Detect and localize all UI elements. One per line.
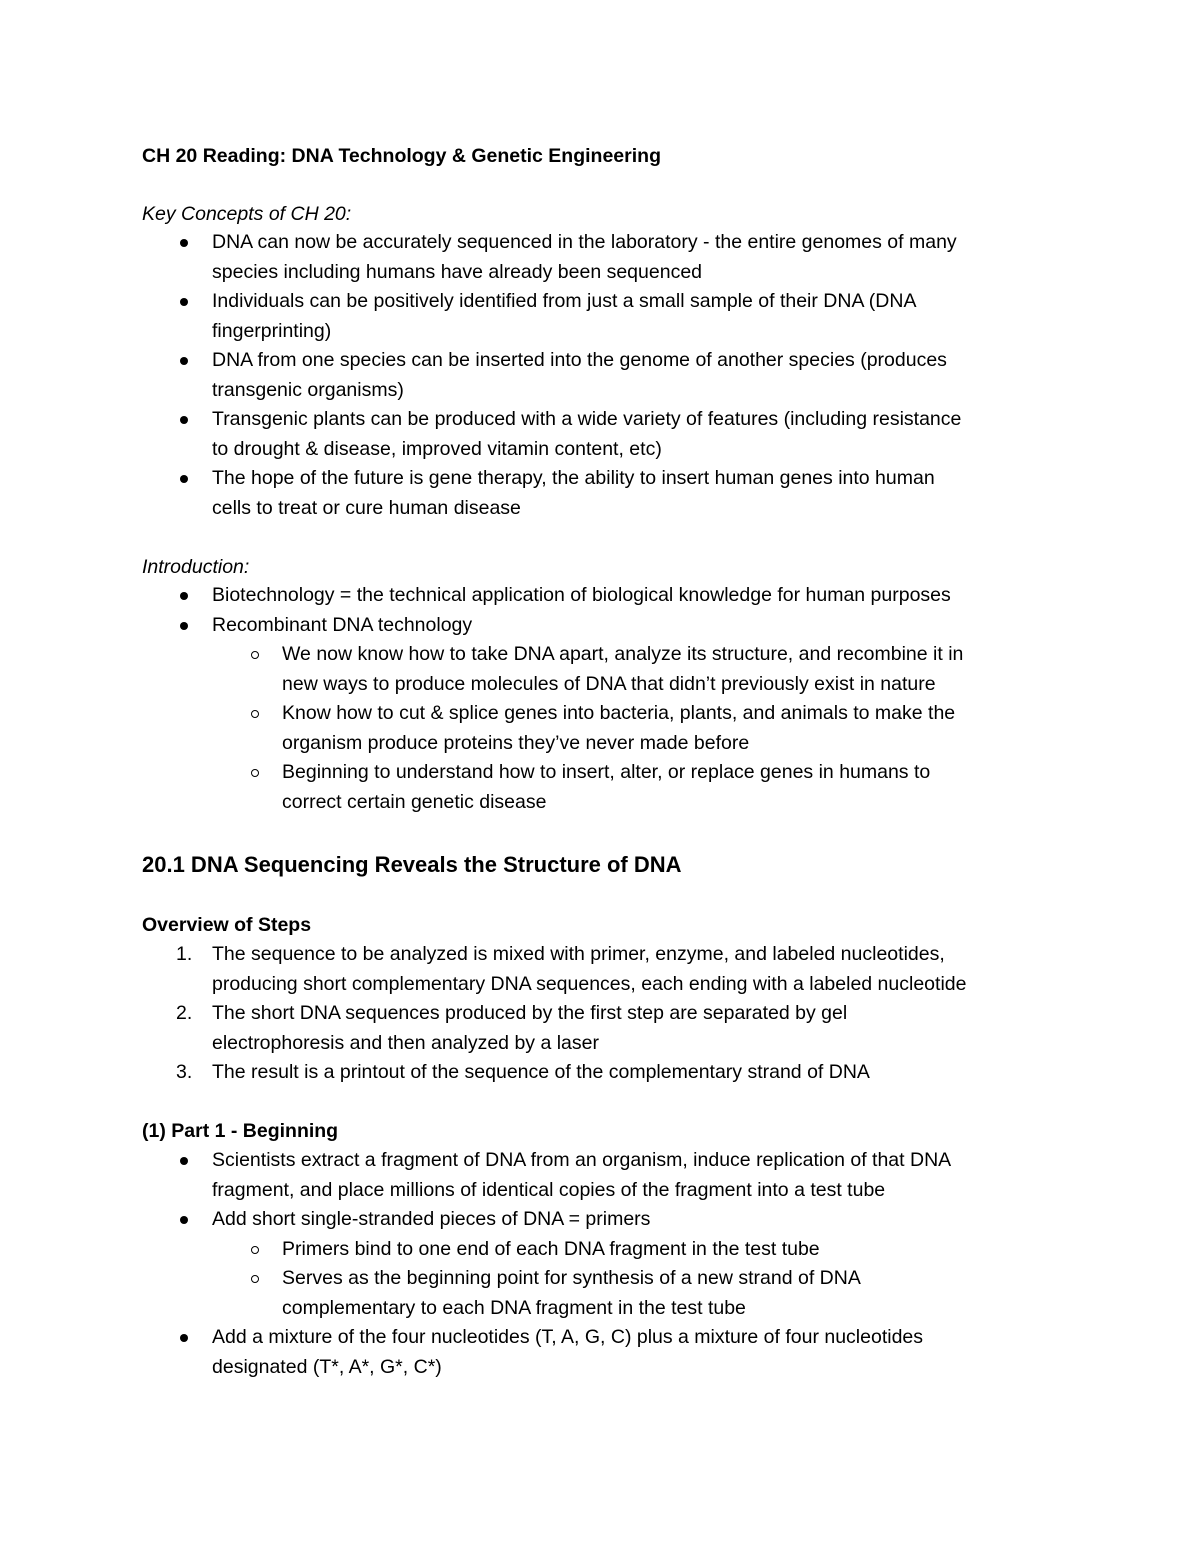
list-item-line: Scientists extract a fragment of DNA from an organism, induce replication of that DNA bbox=[212, 1149, 952, 1171]
part1-list bbox=[142, 1146, 1102, 1382]
list-item-line: new ways to produce molecules of DNA that didn’t previously exist in nature bbox=[282, 672, 936, 695]
list-item-line: DNA from one species can be inserted into the genome of another species (produces bbox=[212, 349, 947, 371]
introduction-label: Introduction: bbox=[142, 556, 250, 578]
bullet-icon bbox=[180, 357, 188, 365]
list-item-line: electrophoresis and then analyzed by a laser bbox=[212, 1031, 599, 1054]
list-item-line: Biotechnology = the technical application of biological knowledge for human purposes bbox=[212, 584, 951, 606]
list-item-line: We now know how to take DNA apart, analyze its structure, and recombine it in bbox=[282, 643, 964, 665]
bullet-icon bbox=[180, 1216, 188, 1224]
list-item-line: complementary to each DNA fragment in the test tube bbox=[282, 1296, 746, 1319]
list-item-line: cells to treat or cure human disease bbox=[212, 496, 521, 519]
list-item bbox=[142, 1323, 1102, 1382]
sub-list-item bbox=[142, 1264, 1102, 1323]
bullet-icon bbox=[180, 622, 188, 630]
list-item-line: Add short single-stranded pieces of DNA = primers bbox=[212, 1208, 651, 1230]
list-item-line: Know how to cut & splice genes into bacteria, plants, and animals to make the bbox=[282, 702, 956, 724]
list-item bbox=[142, 346, 1102, 405]
list-item-line: Beginning to understand how to insert, alter, or replace genes in humans to bbox=[282, 761, 931, 783]
list-item-line: designated (T*, A*, G*, C*) bbox=[212, 1355, 442, 1378]
list-item-line: organism produce proteins they’ve never made before bbox=[282, 731, 750, 754]
list-item-line: DNA can now be accurately sequenced in the laboratory - the entire genomes of many bbox=[212, 231, 957, 253]
list-item bbox=[142, 999, 1102, 1058]
steps-list bbox=[142, 940, 1102, 1088]
document-title: CH 20 Reading: DNA Technology & Genetic Engineering bbox=[142, 145, 661, 167]
hollow-bullet-icon bbox=[251, 710, 259, 718]
list-item bbox=[142, 611, 1102, 641]
hollow-bullet-icon bbox=[251, 1246, 259, 1254]
list-item-line: to drought & disease, improved vitamin content, etc) bbox=[212, 437, 662, 460]
list-item-line: Primers bind to one end of each DNA fragment in the test tube bbox=[282, 1237, 820, 1260]
hollow-bullet-icon bbox=[251, 651, 259, 659]
hollow-bullet-icon bbox=[251, 769, 259, 777]
list-item-line: Recombinant DNA technology bbox=[212, 613, 473, 636]
sub-list-item bbox=[142, 1235, 1102, 1265]
sub-list-item bbox=[142, 640, 1102, 699]
step-number: 3. bbox=[176, 1061, 193, 1083]
list-item bbox=[142, 1058, 1102, 1088]
list-item-line: producing short complementary DNA sequences, each ending with a labeled nucleotide bbox=[212, 972, 967, 995]
list-item-line: The sequence to be analyzed is mixed with primer, enzyme, and labeled nucleotides, bbox=[212, 943, 945, 965]
bullet-icon bbox=[180, 1334, 188, 1342]
bullet-icon bbox=[180, 592, 188, 600]
hollow-bullet-icon bbox=[251, 1275, 259, 1283]
list-item-line: The result is a printout of the sequence of the complementary strand of DNA bbox=[212, 1061, 870, 1083]
sub-list-item bbox=[142, 699, 1102, 758]
list-item-line: correct certain genetic disease bbox=[282, 790, 547, 813]
key-concepts-label: Key Concepts of CH 20: bbox=[142, 203, 352, 225]
list-item-line: Individuals can be positively identified from just a small sample of their DNA (DNA bbox=[212, 290, 917, 312]
list-item-line: Add a mixture of the four nucleotides (T, A, G, C) plus a mixture of four nucleotides bbox=[212, 1326, 924, 1348]
list-item-line: The short DNA sequences produced by the first step are separated by gel bbox=[212, 1002, 848, 1024]
bullet-icon bbox=[180, 1157, 188, 1165]
list-item-line: fingerprinting) bbox=[212, 319, 332, 342]
list-item-line: transgenic organisms) bbox=[212, 378, 404, 401]
list-item-line: The hope of the future is gene therapy, the ability to insert human genes into human bbox=[212, 467, 935, 489]
overview-label: Overview of Steps bbox=[142, 914, 312, 936]
step-number: 2. bbox=[176, 1002, 193, 1024]
bullet-icon bbox=[180, 475, 188, 483]
part1-label: (1) Part 1 - Beginning bbox=[142, 1120, 339, 1142]
introduction-list bbox=[142, 581, 1102, 817]
step-number: 1. bbox=[176, 943, 193, 965]
list-item-line: fragment, and place millions of identical copies of the fragment into a test tube bbox=[212, 1178, 886, 1201]
list-item bbox=[142, 464, 1102, 523]
bullet-icon bbox=[180, 239, 188, 247]
bullet-icon bbox=[180, 298, 188, 306]
list-item-line: Transgenic plants can be produced with a wide variety of features (including resistance bbox=[212, 408, 962, 430]
section-heading: 20.1 DNA Sequencing Reveals the Structure of DNA bbox=[142, 852, 682, 877]
key-concepts-list bbox=[142, 228, 1102, 523]
list-item bbox=[142, 1205, 1102, 1235]
bullet-icon bbox=[180, 416, 188, 424]
list-item bbox=[142, 1146, 1102, 1205]
list-item-line: species including humans have already been sequenced bbox=[212, 260, 703, 283]
list-item bbox=[142, 287, 1102, 346]
list-item bbox=[142, 581, 1102, 611]
list-item bbox=[142, 940, 1102, 999]
list-item-line: Serves as the beginning point for synthesis of a new strand of DNA bbox=[282, 1267, 861, 1289]
list-item bbox=[142, 228, 1102, 287]
sub-list-item bbox=[142, 758, 1102, 817]
list-item bbox=[142, 405, 1102, 464]
